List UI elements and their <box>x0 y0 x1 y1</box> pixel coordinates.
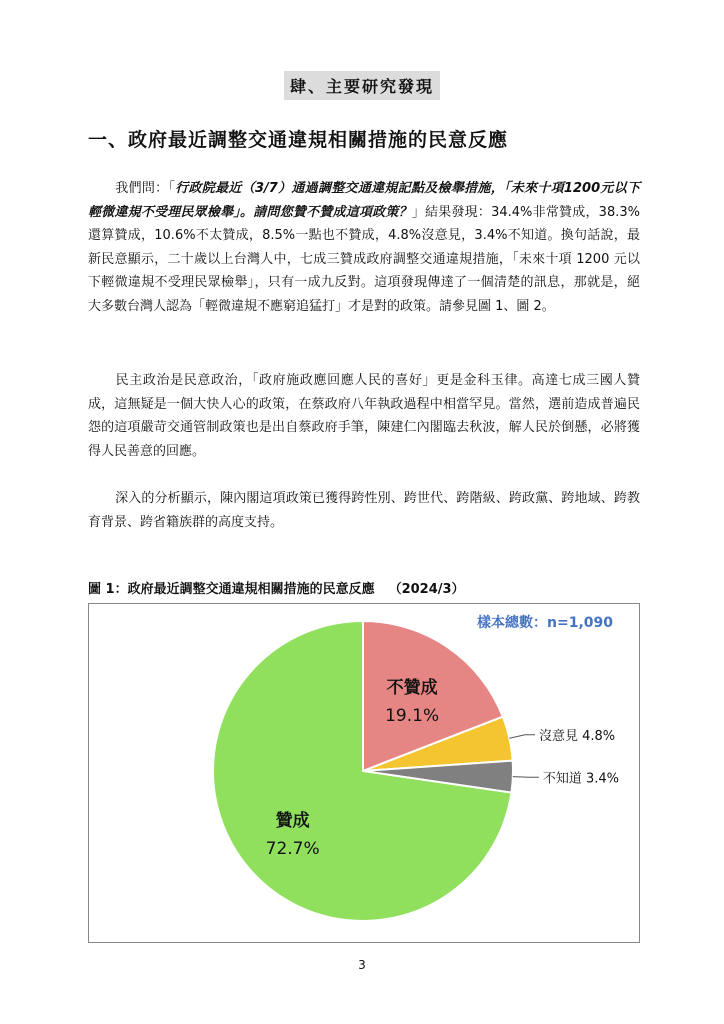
label-no-opinion-leader-line <box>509 735 535 738</box>
label-disagree-name: 不贊成 <box>386 678 438 699</box>
sample-size-label: 樣本總數：n=1,090 <box>477 615 613 631</box>
paragraph-2 <box>88 369 640 463</box>
para3-text: 深入的分析顯示，陳內閣這項政策已獲得跨性別、跨世代、跨階級、跨政黨、跨地域、跨教育背景、跨省籍族群的高度支持。 <box>88 491 640 530</box>
para2-text: 民主政治是民意政治，「政府施政應回應人民的喜好」更是金科玉律。高達七成三國人贊成，這無疑是一個大快人心的政策，在蔡政府八年執政過程中相當罕見。當然，選前造成普遍民怨的這項嚴苛交通管制政策也是出自蔡政府手筆，陳建仁內閣臨去秋波，解人民於倒懸，必將獲得人民善意的回應。 <box>88 373 640 459</box>
label-agree-value: 72.7% <box>265 838 320 859</box>
section-title-text: 肆、主要研究發現 <box>284 71 440 100</box>
pie-chart <box>89 604 639 942</box>
label-disagree-value: 19.1% <box>385 706 440 727</box>
label-dont-know-leader-line <box>513 777 539 778</box>
para1-after: 」結果發現：34.4%非常贊成，38.3%還算贊成，10.6%不太贊成，8.5%一點也不贊成，4.8%沒意見，3.4%不知道。換句話說，最新民意顯示，二十歲以上台灣人中，七成三贊成政府調整交通違規措施，「未來十項 1200 元以下輕微違規不受理民眾檢舉」，只有一成九反對。這項發現傳達了一個清楚的訊息，那就是，絕大多數台灣人認為「輕微違規不應窮追猛打」才是對的政策。請參見圖 1、圖 2。 <box>88 204 640 314</box>
page-number: 3 <box>358 958 366 972</box>
label-no-opinion: 沒意見 4.8% <box>539 728 616 744</box>
section-title <box>0 71 724 100</box>
label-agree-name: 贊成 <box>275 810 310 831</box>
chart-frame <box>88 603 640 943</box>
para1-question: 行政院最近（3/7）通過調整交通違規記點及檢舉措施，「未來十項1200元以下輕微違規不受理民眾檢舉」。請問您贊不贊成這項政策？ <box>88 181 640 220</box>
figure-caption-date: （2024/3） <box>388 582 465 597</box>
label-dont-know: 不知道 3.4% <box>542 771 620 787</box>
paragraph-3 <box>88 487 640 534</box>
figure-caption <box>88 578 465 597</box>
paragraph-1 <box>88 177 640 318</box>
para1-intro: 我們問：「 <box>115 181 176 196</box>
heading: 一、政府最近調整交通違規相關措施的民意反應 <box>88 129 509 151</box>
figure-caption-text: 圖 1：政府最近調整交通違規相關措施的民意反應 <box>88 582 375 597</box>
